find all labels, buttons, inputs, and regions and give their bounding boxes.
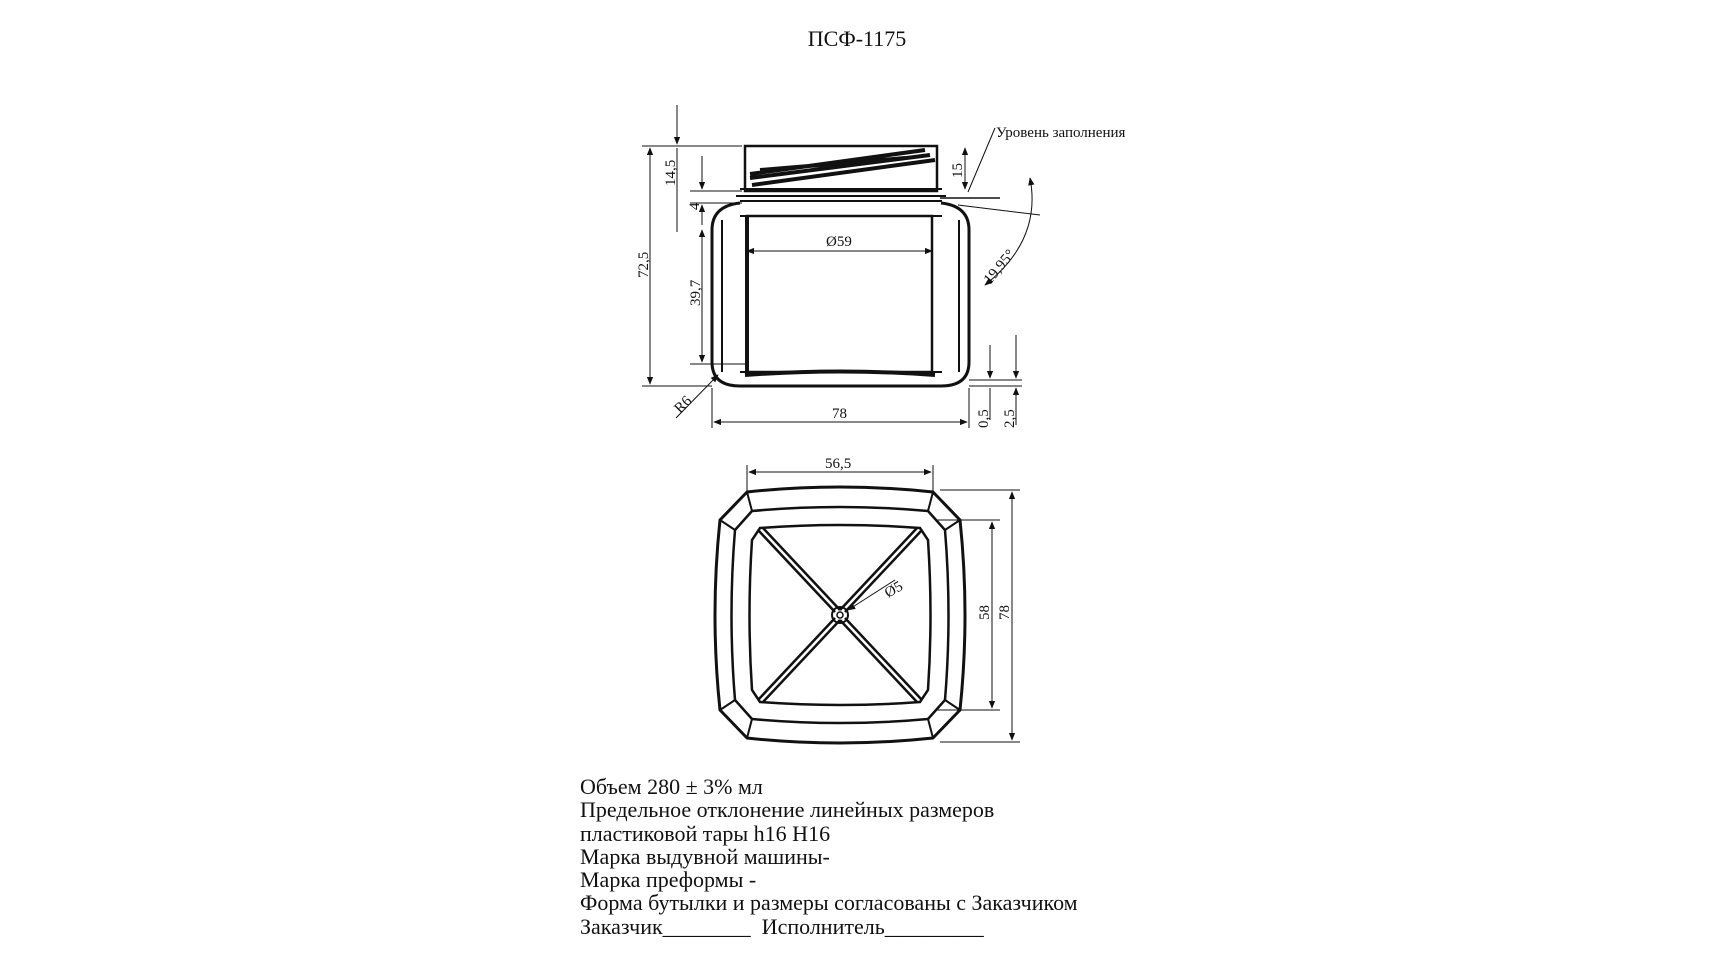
- thread-lines: [750, 150, 935, 185]
- specification-notes: [580, 775, 1078, 938]
- dim-top-width: 56,5: [825, 456, 852, 472]
- dim-outer-square: 78: [997, 605, 1013, 620]
- bottom-ribs: [758, 528, 922, 702]
- note-tolerance-line-2: пластиковой тары h16 H16: [580, 820, 831, 846]
- note-volume: Объем 280 ± 3% мл: [580, 774, 763, 799]
- note-preform: Марка преформы -: [580, 867, 757, 893]
- dim-width: 78: [832, 406, 847, 422]
- top-dimensions: [747, 465, 1020, 742]
- dim-body-diameter: Ø59: [826, 234, 852, 250]
- top-inner-outline: [750, 525, 931, 705]
- fill-level-label: Уровень заполнения: [996, 125, 1126, 141]
- dim-radius: R6: [671, 393, 696, 417]
- dim-bottom-a: 0,5: [976, 409, 992, 428]
- note-signatures: Заказчик________ Исполнитель_________: [580, 913, 984, 939]
- dim-center-diameter: Ø5: [882, 578, 906, 602]
- side-view: [712, 146, 969, 386]
- top-view: [715, 487, 965, 743]
- dim-body-height: 39,7: [688, 279, 704, 306]
- note-tolerance-line-1: Предельное отклонение линейных размеров: [580, 797, 995, 823]
- jar-body-outline: [712, 203, 969, 386]
- dim-inner-square: 58: [977, 605, 993, 620]
- drawing-title: ПСФ-1175: [807, 26, 907, 51]
- note-blow-machine: Марка выдувной машины-: [580, 843, 830, 869]
- dim-bottom-b: 2,5: [1002, 409, 1018, 428]
- side-dimensions: [642, 105, 1040, 428]
- dim-angle: 19,95°: [980, 246, 1019, 288]
- dim-neck-height: 14,5: [663, 159, 679, 186]
- note-agreement: Форма бутылки и размеры согласованы с Заказчиком: [580, 890, 1078, 916]
- fill-level-indicator: [940, 128, 1000, 198]
- top-middle-outline: [732, 507, 949, 723]
- dim-shoulder: 4: [687, 202, 703, 210]
- dim-thread-height: 15: [950, 163, 966, 178]
- dim-total-height: 72,5: [636, 251, 652, 278]
